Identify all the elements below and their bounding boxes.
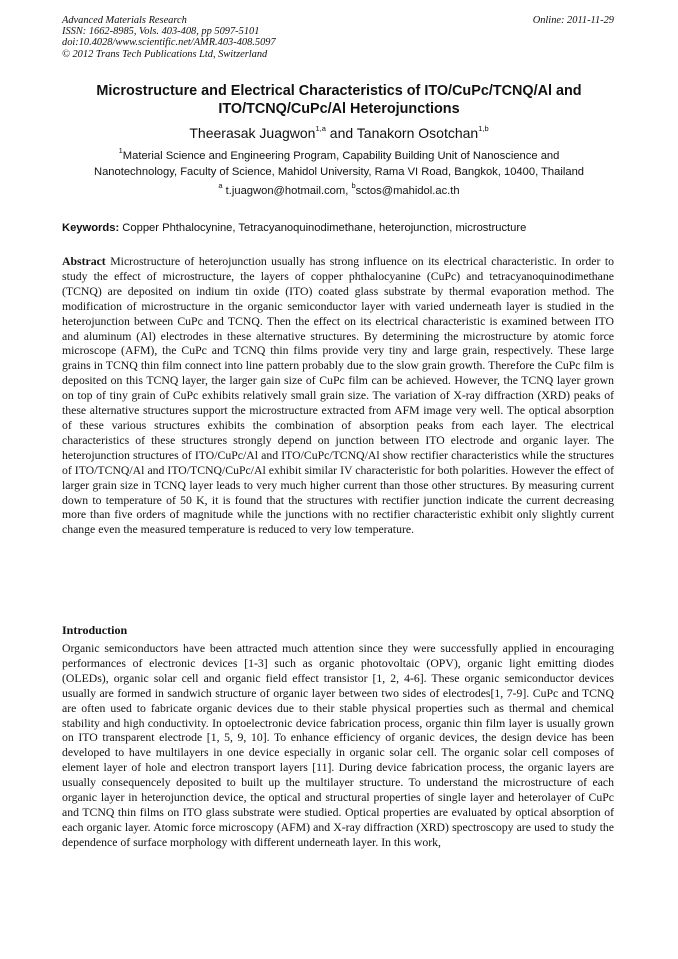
affiliation — [40, 146, 638, 180]
author-2: Tanakorn Osotchan — [356, 125, 479, 141]
keywords-text: Copper Phthalocynine, Tetracyanoquinodimethane, heterojunction, microstructure — [119, 222, 527, 234]
author-conjunction: and — [325, 125, 357, 141]
affiliation-line-1: Material Science and Engineering Program, Capability Building Unit of Nanoscience and — [122, 150, 560, 162]
issn-line: ISSN: 1662-8985, Vols. 403-408, pp 5097-5101 — [62, 26, 260, 38]
abstract-text: Microstructure of heterojunction usually has strong influence on its electrical characteristic. In order to study the effect of microstructure, the layers of copper phthalocyanine (CuPc) and tetracyanoquinodimethane (TCNQ) are deposited on indium tin oxide (ITO) coated glass substrate by thermal evaporation method. The modification of microstructure in the organic semiconductor layer with varied underneath layer is studied in the heterojunction between CuPc and TCNQ. Then the effect on its electrical characteristic is examined between ITO and aluminum (Al) electrodes in these alternative structures. By determining the microstructure by atomic force microscope (AFM), the CuPc and TCNQ thin films provide very tiny and large grain, respectively. These large grains in TCNQ thin film connect into line pattern probably due to the slow grain growth. Therefore the CuPc film is deposited on this TCNQ layer, the larger gain size of CuPc film can be achieved. However, the TCNQ layer grown on top of tiny grain of CuPc exhibits relatively small grain size. The variation of X-ray diffraction (XRD) peaks of these alternative structures support the microstructure extracted from AFM image very well. The optical absorption of these various structures exhibits the combination of absorption peaks from each layer. The electrical characteristics of these structures strongly depend on junction between ITO electrode and organic layer. The heterojunction structures of ITO/CuPc/Al and ITO/CuPc/TCNQ/Al show rectifier characteristics while the structures of ITO/TCNQ/Al and ITO/TCNQ/CuPc/Al exhibit similar IV characteristic for both polarities. However the effect of larger grain size in TCNQ layer leads to very much higher current than those other structures. By measuring current down to temperature of 50 K, it is found that the structures with rectifier junction indicate the current decreasing more than five orders of magnitude while the junctions with no rectifier characteristic exhibit only slightly current change even the measured temperature is reduced to very low temperature. — [62, 255, 614, 537]
abstract-label: Abstract — [62, 255, 106, 268]
keywords-label: Keywords: — [62, 222, 120, 234]
email-b: sctos@mahidol.ac.th — [355, 185, 460, 197]
introduction-heading: Introduction — [62, 623, 128, 637]
affiliation-line-2: Nanotechnology, Faculty of Science, Mahidol University, Rama VI Road, Bangkok, 10400, Thailand — [93, 165, 585, 178]
author-2-affil: 1,b — [478, 124, 489, 134]
email-b-marker: b — [351, 181, 356, 191]
introduction-text: Organic semiconductors have been attracted much attention since they were successfully applied in encouraging performances of electronic devices [1-3] such as organic photovoltaic (OPV), organic light emitting diodes (OLEDs), organic solar cell and organic field effect transistor [1, 2, 4-6]. These organic semiconductor devices usually are formed in sandwich structure of organic layer between two sides of electrodes[1, 7-9]. CuPc and TCNQ are often used to fabricate organic devices due to their stable physical properties such as thermal and chemical stability and high conductivity. In optoelectronic device fabrication process, organic thin film layer is usually grown on ITO transparent electrode [1, 5, 9, 10]. To enhance efficiency of organic devices, the design device has been developed to have multilayers in one device especially in organic solar cell. The organic solar cell composes of element layer of hole and electron transport layers [11]. During device fabrication process, the organic layers are usually consequencely deposited to built up the multilayer structure. To understand the microstructure of each organic layer in heterojunction device, the optical and structural properties of single layer and heterolayer of CuPc and TCNQ thin films on ITO glass substrate were studied. Optical properties are evaluated by optical absorption of each organic layer. Atomic force microscopy (AFM) and X-ray diffraction (XRD) spectroscopy are used to study the dependence of surface morphology with different underneath layer. In this work, — [62, 642, 614, 849]
journal-name: Advanced Materials Research — [62, 15, 187, 26]
journal-header — [62, 15, 614, 60]
author-emails — [40, 181, 638, 199]
abstract-section — [62, 255, 614, 538]
email-a-marker: a — [218, 181, 223, 191]
paper-title — [40, 82, 638, 118]
author-1-affil: 1,a — [315, 124, 326, 134]
author-list — [40, 124, 638, 142]
online-date: Online: 2011-11-29 — [532, 15, 614, 26]
title-line-1: Microstructure and Electrical Characteristics of ITO/CuPc/TCNQ/Al and — [96, 83, 582, 99]
keywords — [62, 221, 614, 236]
copyright-line: © 2012 Trans Tech Publications Ltd, Switzerland — [62, 48, 268, 60]
author-1: Theerasak Juagwon — [189, 125, 316, 141]
title-line-2: ITO/TCNQ/CuPc/Al Heterojunctions — [218, 101, 460, 117]
email-a: t.juagwon@hotmail.com, — [222, 185, 352, 197]
affiliation-number: 1 — [118, 146, 123, 156]
doi-line: doi:10.4028/www.scientific.net/AMR.403-408.5097 — [62, 37, 276, 49]
